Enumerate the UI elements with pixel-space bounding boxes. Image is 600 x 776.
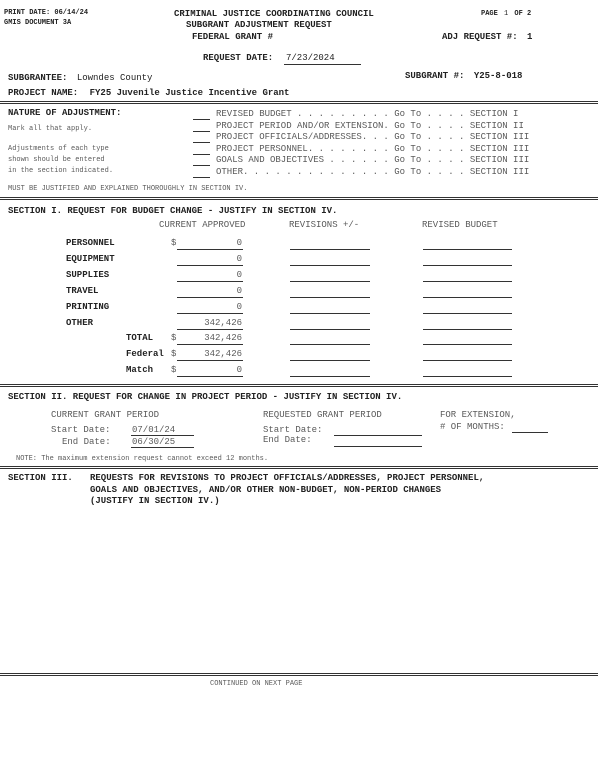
revised-field-supplies[interactable] — [423, 281, 512, 282]
current-underline — [177, 376, 243, 377]
revised-field-other[interactable] — [423, 329, 512, 330]
col-revised-budget: REVISED BUDGET — [422, 220, 498, 230]
divider — [0, 384, 598, 385]
section3-line-1: REQUESTS FOR REVISIONS TO PROJECT OFFICIALS/ADDRESSES, PROJECT PERSONNEL, — [90, 473, 485, 483]
total-label-federal: Federal — [126, 349, 164, 359]
revision-field-total[interactable] — [290, 344, 370, 345]
page-of: OF 2 — [514, 10, 532, 18]
currency-symbol: $ — [171, 349, 177, 359]
section3-label: SECTION III. — [8, 473, 73, 483]
checkbox-other[interactable] — [193, 177, 210, 178]
budget-label-supplies: SUPPLIES — [66, 270, 110, 280]
current-underline — [177, 360, 243, 361]
currency-symbol: $ — [171, 238, 177, 248]
section3-line-2: GOALS AND OBJECTIVES, AND/OR OTHER NON-BUDGET, NON-PERIOD CHANGES — [90, 485, 442, 495]
total-label-match: Match — [126, 365, 154, 375]
current-start-label: Start Date: — [51, 425, 111, 435]
budget-current-supplies: 0 — [236, 270, 242, 280]
continued-note: CONTINUED ON NEXT PAGE — [210, 680, 303, 688]
total-label-total: TOTAL — [126, 333, 154, 343]
budget-current-travel: 0 — [236, 286, 242, 296]
divider — [0, 103, 598, 104]
current-underline — [177, 313, 243, 314]
subgrantee — [8, 73, 152, 83]
subgrant-number — [405, 71, 522, 81]
requested-end-field[interactable] — [334, 446, 422, 447]
request-date-text: 7/23/2024 — [286, 53, 335, 63]
page-number: 1 — [504, 10, 509, 18]
divider — [0, 466, 598, 467]
revision-field-printing[interactable] — [290, 313, 370, 314]
months-label: # OF MONTHS: — [440, 422, 505, 432]
revised-field-federal[interactable] — [423, 360, 512, 361]
current-underline — [177, 281, 243, 282]
section3-line-3: (JUSTIFY IN SECTION IV.) — [90, 496, 220, 506]
divider — [0, 386, 598, 387]
federal-grant-label: FEDERAL GRANT # — [192, 32, 274, 42]
council-name: CRIMINAL JUSTICE COORDINATING COUNCIL — [174, 9, 374, 19]
revision-field-other[interactable] — [290, 329, 370, 330]
divider — [0, 675, 598, 676]
months-field[interactable] — [512, 432, 548, 433]
current-underline — [177, 265, 243, 266]
revision-field-personnel[interactable] — [290, 249, 370, 250]
budget-label-travel: TRAVEL — [66, 286, 99, 296]
revision-field-travel[interactable] — [290, 297, 370, 298]
checkbox-revised-budget[interactable] — [193, 119, 210, 120]
project-name — [8, 88, 289, 98]
budget-current-other: 342,426 — [204, 318, 242, 328]
requested-start-label: Start Date: — [263, 425, 323, 435]
nature-item-project-officials: PROJECT OFFICIALS/ADDRESSES. . . Go To . . . . SECTION III — [216, 132, 530, 142]
total-current-match: 0 — [236, 365, 242, 375]
currency-symbol: $ — [171, 365, 177, 375]
current-underline — [177, 344, 243, 345]
current-period-label: CURRENT GRANT PERIOD — [51, 410, 160, 420]
revision-field-equipment[interactable] — [290, 265, 370, 266]
divider — [0, 468, 598, 469]
requested-start-field[interactable] — [334, 435, 422, 436]
revision-field-match[interactable] — [290, 376, 370, 377]
currency-symbol: $ — [171, 333, 177, 343]
gmis-document: GMIS DOCUMENT 3A — [4, 19, 72, 27]
divider — [0, 673, 598, 674]
total-current-total: 342,426 — [204, 333, 242, 343]
budget-label-printing: PRINTING — [66, 302, 110, 312]
current-end-label: End Date: — [62, 437, 111, 447]
revision-field-supplies[interactable] — [290, 281, 370, 282]
requested-period-label: REQUESTED GRANT PERIOD — [263, 410, 382, 420]
budget-current-equipment: 0 — [236, 254, 242, 264]
current-start-underline — [131, 435, 194, 436]
divider — [0, 197, 598, 198]
revised-field-travel[interactable] — [423, 297, 512, 298]
adj-request — [442, 32, 532, 42]
current-underline — [177, 297, 243, 298]
section2-title: SECTION II. REQUEST FOR CHANGE IN PROJECT PERIOD - JUSTIFY IN SECTION IV. — [8, 392, 403, 402]
checkbox-project-officials[interactable] — [193, 142, 210, 143]
budget-current-personnel: 0 — [236, 238, 242, 248]
adj-request-value: 1 — [527, 32, 533, 42]
divider — [0, 199, 598, 200]
current-underline — [177, 249, 243, 250]
request-date-label: REQUEST DATE: — [203, 53, 274, 63]
revision-field-federal[interactable] — [290, 360, 370, 361]
nature-item-project-period: PROJECT PERIOD AND/OR EXTENSION. Go To . . . . SECTION II — [216, 121, 524, 131]
current-end-underline — [131, 447, 194, 448]
current-start-value: 07/01/24 — [132, 425, 176, 435]
print-date: PRINT DATE: 06/14/24 — [4, 9, 89, 17]
nature-note-2: shown should be entered — [8, 156, 105, 164]
section1-title: SECTION I. REQUEST FOR BUDGET CHANGE - JUSTIFY IN SECTION IV. — [8, 206, 338, 216]
col-current-approved: CURRENT APPROVED — [159, 220, 246, 230]
revised-field-personnel[interactable] — [423, 249, 512, 250]
subgrant-number-value: Y25-8-018 — [473, 71, 523, 81]
revised-field-equipment[interactable] — [423, 265, 512, 266]
divider — [0, 101, 598, 102]
budget-label-personnel: PERSONNEL — [66, 238, 115, 248]
page-label: PAGE — [481, 10, 498, 18]
checkbox-project-period[interactable] — [193, 131, 210, 132]
form-title: SUBGRANT ADJUSTMENT REQUEST — [186, 20, 332, 30]
page-indicator — [481, 10, 531, 18]
nature-note-3: in the section indicated. — [8, 167, 114, 175]
budget-label-other: OTHER — [66, 318, 94, 328]
nature-item-project-personnel: PROJECT PERSONNEL. . . . . . . . Go To . . . . SECTION III — [216, 144, 530, 154]
checkbox-goals-objectives[interactable] — [193, 165, 210, 166]
nature-item-revised-budget: REVISED BUDGET . . . . . . . . . Go To . . . . SECTION I — [216, 109, 519, 119]
revised-field-total[interactable] — [423, 344, 512, 345]
current-end-value: 06/30/25 — [132, 437, 176, 447]
project-name-label: PROJECT NAME: — [8, 88, 79, 98]
extension-note: NOTE: The maximum extension request cannot exceed 12 months. — [16, 455, 269, 463]
total-current-federal: 342,426 — [204, 349, 242, 359]
nature-title: NATURE OF ADJUSTMENT: — [8, 108, 122, 118]
budget-label-equipment: EQUIPMENT — [66, 254, 115, 264]
subgrant-number-label: SUBGRANT #: — [405, 71, 465, 81]
request-date-underline — [284, 64, 361, 65]
subgrantee-label: SUBGRANTEE: — [8, 73, 68, 83]
revised-field-match[interactable] — [423, 376, 512, 377]
nature-item-goals-objectives: GOALS AND OBJECTIVES . . . . . . Go To . . . . SECTION III — [216, 155, 530, 165]
nature-footnote: MUST BE JUSTIFIED AND EXPLAINED THOROUGHLY IN SECTION IV. — [8, 185, 248, 193]
mark-note: Mark all that apply. — [8, 125, 93, 133]
subgrantee-value: Lowndes County — [76, 73, 153, 83]
budget-current-printing: 0 — [236, 302, 242, 312]
nature-item-other: OTHER. . . . . . . . . . . . . . Go To . . . . SECTION III — [216, 167, 530, 177]
requested-end-label: End Date: — [263, 435, 312, 445]
revised-field-printing[interactable] — [423, 313, 512, 314]
project-name-value: FY25 Juvenile Justice Incentive Grant — [89, 88, 290, 98]
request-date-value — [286, 53, 360, 63]
extension-label: FOR EXTENSION, — [440, 410, 516, 420]
current-underline — [177, 329, 243, 330]
adj-request-label: ADJ REQUEST #: — [442, 32, 518, 42]
nature-note-1: Adjustments of each type — [8, 145, 109, 153]
col-revisions: REVISIONS +/- — [289, 220, 360, 230]
checkbox-project-personnel[interactable] — [193, 154, 210, 155]
